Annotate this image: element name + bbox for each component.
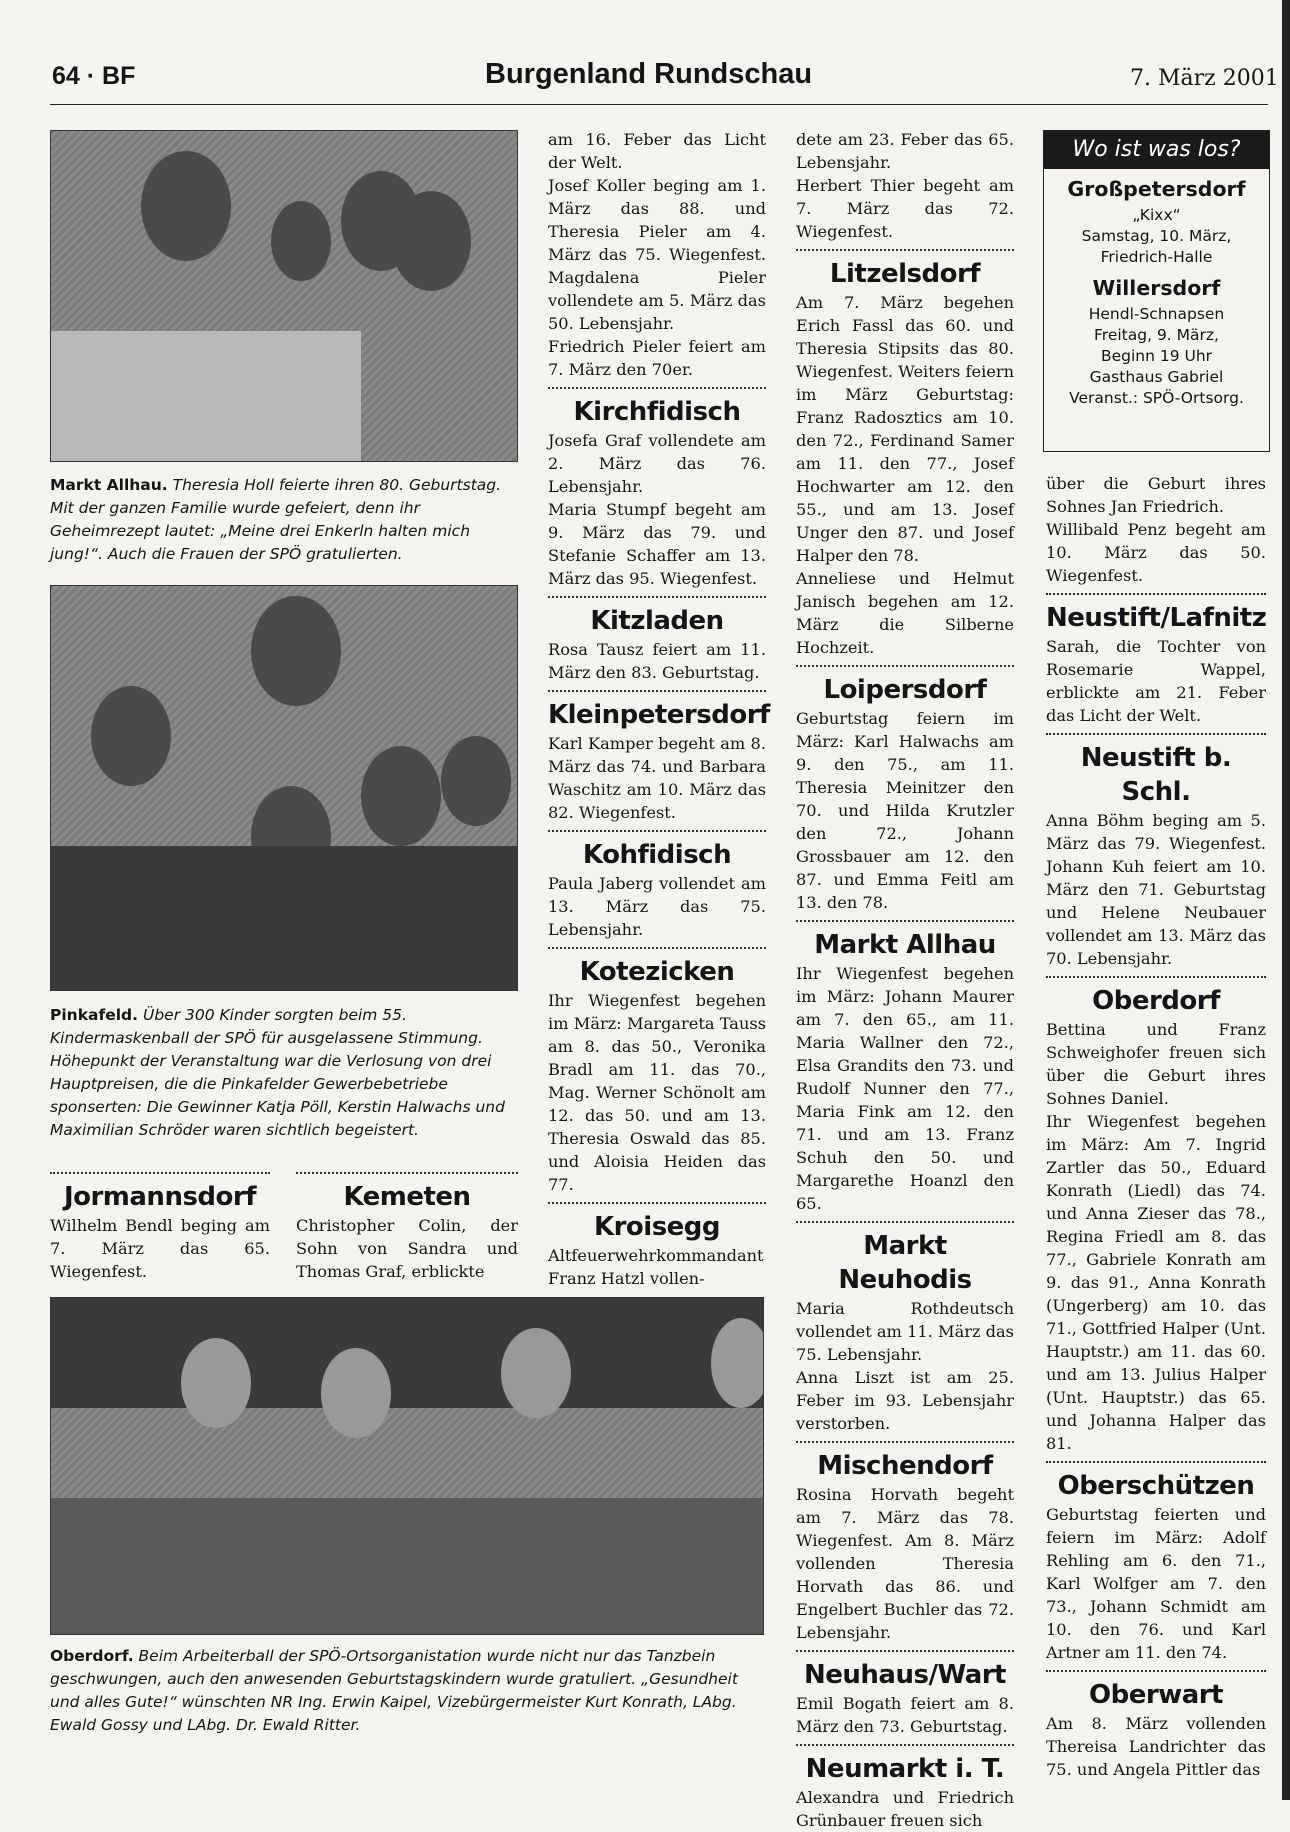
heading-kroisegg: Kroisegg [593,1212,721,1242]
dotted-divider [796,1221,1014,1223]
text-block: Karl Kamper begeht am 8. März das 74. und Barbara Waschitz am 10. März das 82. Wiegenfest. [548,734,766,822]
photo-pinkafeld [50,585,518,991]
section-kemeten [296,1166,518,1283]
dotted-divider [1046,733,1266,735]
page-number: 64 · BF [52,62,136,90]
event-line: Samstag, 10. März, [1081,227,1232,245]
heading-litzelsdorf: Litzelsdorf [829,259,981,289]
header-rule [50,104,1268,105]
caption-text: Beim Arbeiterball der SPÖ-Ortsorganistation wurde nicht nur das Tanzbein geschwungen, auch den anwesenden Geburtstagskindern wurde gratuliert. „Gesundheit und alles Gute!“ wünschten NR Ing. Erwin Kaipel, Vizebürgermeister Kurt Konrath, LAbg. Ewald Gossy und LAbg. Dr. Ewald Ritter. [50,1647,738,1734]
column-4 [796,128,1014,1832]
caption-pinkafeld [50,1004,518,1142]
caption-oberdorf [50,1645,764,1737]
column-5 [1046,472,1266,1781]
event-line: Gasthaus Gabriel [1089,368,1224,386]
dotted-divider [796,1744,1014,1746]
heading-markt-allhau: Markt Allhau [814,930,996,960]
heading-oberwart: Oberwart [1089,1680,1223,1710]
heading-oberdorf: Oberdorf [1092,986,1220,1016]
dotted-divider [50,1172,270,1174]
dotted-divider [548,387,766,389]
heading-neumarkt: Neumarkt i. T. [805,1754,1005,1784]
dotted-divider [548,830,766,832]
text-block: Friedrich Pieler feiert am 7. März den 70er. [548,337,766,379]
dotted-divider [548,596,766,598]
newspaper-title: Burgenland Rundschau [485,58,813,90]
text-block: über die Geburt ihres Sohnes Jan Friedrich. [1046,474,1266,516]
event-line: Hendl-Schnapsen [1088,305,1225,323]
text-block: dete am 23. Feber das 65. Lebensjahr. [796,130,1014,172]
caption-place: Pinkafeld. [50,1006,139,1024]
event-line: Veranst.: SPÖ-Ortsorg. [1069,389,1244,407]
column-3 [548,128,770,1290]
section-jormannsdorf [50,1166,270,1283]
section-text: Wilhelm Bendl beging am 7. März das 65. Wiegenfest. [50,1216,270,1281]
text-block: Anna Böhm beging am 5. März das 79. Wiegenfest. Johann Kuh feiert am 10. März den 71. Geburtstag und Helene Neubauer vollendet am 13. März das 70. Lebensjahr. [1046,811,1266,968]
text-block: Maria Rothdeutsch vollendet am 11. März das 75. Lebensjahr. [796,1299,1014,1364]
text-block: Anna Liszt ist am 25. Feber im 93. Lebensjahr verstorben. [796,1368,1014,1433]
dotted-divider [1046,1461,1266,1463]
dotted-divider [1046,593,1266,595]
dotted-divider [296,1172,518,1174]
text-block: Geburtstag feierten und feiern im März: Adolf Rehling am 6. den 71., Karl Wolfger am 7. den 73., Johann Schmidt am 10. den 76. und Karl Artner am 11. den 74. [1046,1505,1266,1662]
text-block: Rosina Horvath begeht am 7. März das 78. Wiegenfest. Am 8. März vollenden Theresia Horvath das 86. und Engelbert Buchler das 72. Lebensjahr. [796,1485,1014,1642]
section-heading: Kemeten [343,1182,471,1212]
text-block: Herbert Thier begeht am 7. März das 72. Wiegenfest. [796,176,1014,241]
text-block: Emil Bogath feiert am 8. März den 73. Geburtstag. [796,1694,1014,1736]
text-block: Rosa Tausz feiert am 11. März den 83. Geburtstag. [548,640,766,682]
text-block: Willibald Penz begeht am 10. März das 50. Wiegenfest. [1046,520,1266,585]
heading-markt-neuhodis: Markt Neuhodis [838,1231,972,1295]
text-block: Maria Stumpf begeht am 9. März das 79. und Stefanie Schaffer am 13. März das 95. Wiegenfest. [548,500,766,588]
text-block: Alexandra und Friedrich Grünbauer freuen sich [796,1788,1014,1830]
caption-text: Über 300 Kinder sorgten beim 55. Kindermaskenball der SPÖ für ausgelassene Stimmung. Höhepunkt der Veranstaltung war die Verlosung von drei Hauptpreisen, die die Pinkafelder Gewerbebetriebe sponserten: Die Gewinner Katja Pöll, Kerstin Halwachs und Maximilian Schröder waren sichtlich begeistert. [50,1006,505,1139]
caption-markt-allhau [50,474,518,566]
text-block: Ihr Wiegenfest begehen im März: Margareta Tauss am 8. das 50., Veronika Bradl am 11. das 70., Mag. Werner Schönolt am 12. das 50. und am 13. Theresia Oswald das 85. und Aloisia Heiden das 77. [548,991,766,1194]
caption-place: Markt Allhau. [50,476,168,494]
dotted-divider [1046,1670,1266,1672]
text-block: Am 7. März begehen Erich Fassl das 60. und Theresia Stipsits das 80. Wiegenfest. Weiters feiern im März Geburtstag: Franz Radosztics am 10. den 72., Ferdinand Samer am 11. den 77., Josef Hochwarter am 12. den 55., und am 13. Josef Unger den 87. und Josef Halper den 78. [796,293,1014,565]
text-block: Sarah, die Tochter von Rosemarie Wappel, erblickte am 21. Feber das Licht der Welt. [1046,637,1266,725]
dotted-divider [796,1441,1014,1443]
heading-kohfidisch: Kohfidisch [582,840,732,870]
heading-oberschuetzen: Oberschützen [1057,1471,1255,1501]
event-line: „Kixx“ [1132,206,1181,224]
dotted-divider [796,920,1014,922]
events-box-title: Wo ist was los? [1044,131,1269,169]
text-block: Ihr Wiegenfest begehen im März: Am 7. Ingrid Zartler das 50., Eduard Konrath (Liedl) das 74. und Anna Zieser das 78., Regina Friedl am 8. das 77., Gabriele Konrath am 9. das 91., Anna Konrath (Ungerberg) am 10. das 71., Gottfried Halper (Unt. Hauptstr.) am 11. das 60. und am 13. Julius Halper (Unt. Hauptstr.) das 65. und Johanna Halper das 81. [1046,1112,1266,1453]
text-block: Ihr Wiegenfest begehen im März: Johann Maurer am 7. den 65., am 11. Maria Wallner den 72., Elsa Grandits den 73. und Rudolf Nunner den 77., Maria Fink am 12. den 71. und am 13. Franz Schuh den 50. und Margarethe Hoanzl den 65. [796,964,1014,1213]
heading-kotezicken: Kotezicken [579,957,735,987]
text-block: Josef Koller beging am 1. März das 88. und Theresia Pieler am 4. März das 75. Wiegenfest. Magdalena Pieler vollendete am 5. März das 50. Lebensjahr. [548,176,766,333]
section-heading: Jormannsdorf [63,1182,257,1212]
heading-kirchfidisch: Kirchfidisch [573,397,741,427]
text-block: Anneliese und Helmut Janisch begehen am 12. März die Silberne Hochzeit. [796,569,1014,657]
photo-oberdorf [50,1297,764,1635]
heading-kleinpetersdorf: Kleinpetersdorf [548,700,770,730]
heading-neustift-schl: Neustift b. Schl. [1080,743,1232,807]
dotted-divider [548,947,766,949]
text-block: Altfeuerwehrkommandant Franz Hatzl vollen- [548,1246,764,1288]
text-block: Josefa Graf vollendete am 2. März das 76. Lebensjahr. [548,431,766,496]
heading-loipersdorf: Loipersdorf [823,675,987,705]
heading-neustift-lafnitz: Neustift/Lafnitz [1046,603,1267,633]
heading-mischendorf: Mischendorf [817,1451,993,1481]
caption-text: Theresia Holl feierte ihren 80. Geburtstag. Mit der ganzen Familie wurde gefeiert, denn ihr Geheimrezept lautet: „Meine drei Enkerln halten mich jung!“. Auch die Frauen der SPÖ gratulierten. [50,476,502,563]
dotted-divider [796,1650,1014,1652]
event-place: Willersdorf [1092,276,1221,300]
event-line: Freitag, 9. März, [1094,326,1219,344]
page-edge [1282,0,1290,1800]
dotted-divider [548,690,766,692]
dotted-divider [796,249,1014,251]
event-line: Friedrich-Halle [1100,248,1213,266]
text-block: Bettina und Franz Schweighofer freuen sich über die Geburt ihres Sohnes Daniel. [1046,1020,1266,1108]
event-place: Großpetersdorf [1067,177,1246,201]
events-box [1043,130,1270,452]
event-line: Beginn 19 Uhr [1100,347,1213,365]
issue-date: 7. März 2001 [1130,66,1279,91]
caption-place: Oberdorf. [50,1647,134,1665]
heading-kitzladen: Kitzladen [590,606,724,636]
dotted-divider [796,665,1014,667]
text-block: Geburtstag feiern im März: Karl Halwachs am 9. den 75., am 11. Theresia Meinitzer den 70. und Hilda Krutzler den 72., Johann Grossbauer am 12. den 87. und Emma Feitl am 13. den 78. [796,709,1014,912]
text-block: Am 8. März vollenden Thereisa Landrichter das 75. und Angela Pittler das [1046,1714,1266,1779]
photo-markt-allhau [50,130,518,462]
dotted-divider [1046,976,1266,978]
dotted-divider [548,1202,766,1204]
text-block: am 16. Feber das Licht der Welt. [548,130,766,172]
section-text: Christopher Colin, der Sohn von Sandra und Thomas Graf, erblickte [296,1216,518,1281]
text-block: Paula Jaberg vollendet am 13. März das 75. Lebensjahr. [548,874,766,939]
heading-neuhaus-wart: Neuhaus/Wart [804,1660,1006,1690]
